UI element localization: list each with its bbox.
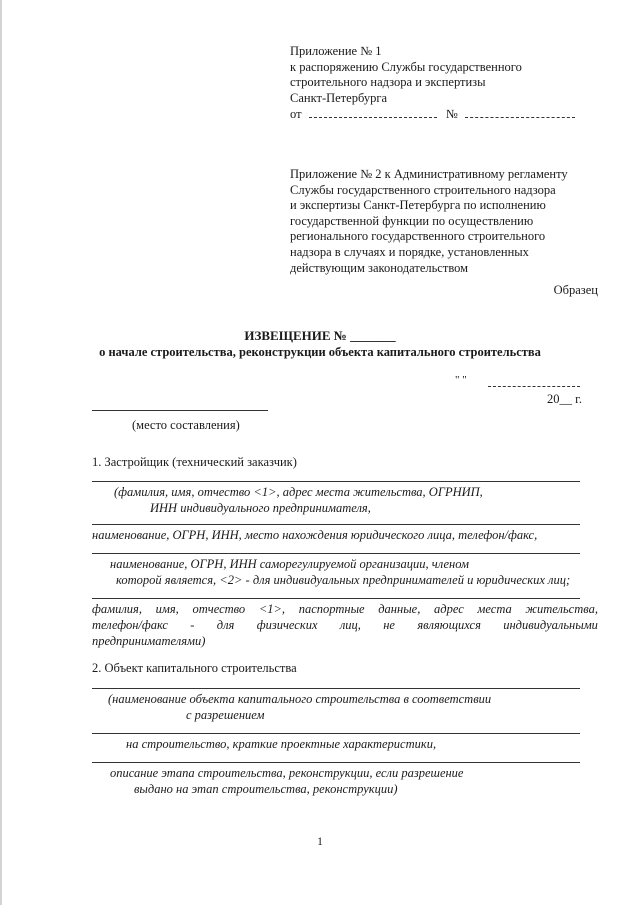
section-1-hint-6: предпринимателями) [92, 634, 206, 648]
entry-line [92, 481, 580, 482]
section-1-hint-3 [110, 557, 570, 588]
section-2-hint-1 [108, 692, 491, 723]
entry-line [92, 688, 580, 689]
hint-word: телефон/факс [92, 618, 168, 632]
appendix-2-block [290, 167, 568, 276]
section-1-hint-2: наименование, ОГРН, ИНН, место нахождения юридического лица, телефон/факс, [92, 528, 538, 542]
hint-word: - [190, 618, 195, 632]
hint-word: физических [256, 618, 318, 632]
date-day-blank [488, 386, 580, 387]
section-1-heading: 1. Застройщик (технический заказчик) [92, 455, 297, 469]
hint-word: данные, [378, 602, 421, 616]
hint-word: фамилия, [92, 602, 142, 616]
notice-title: ИЗВЕЩЕНИЕ № _______ [244, 328, 396, 343]
appendix-2-line: надзора в случаях и порядке, установленных [290, 244, 529, 259]
section-2-hint-2: на строительство, краткие проектные характеристики, [126, 737, 437, 751]
section-2-hint-3 [110, 766, 464, 797]
appendix-2-line: Приложение № 2 к Административному регламенту [290, 167, 568, 181]
hint-word: имя, [155, 602, 179, 616]
appendix-1-block [290, 44, 575, 123]
notice-subtitle: о начале строительства, реконструкции объекта капитального строительства [99, 345, 541, 359]
appendix-1-line: Приложение № 1 [290, 44, 382, 58]
hint-word: адрес [434, 602, 464, 616]
section-1-hint-5 [92, 618, 598, 633]
hint-word: для [216, 618, 235, 632]
section-1-hint-1 [114, 485, 483, 516]
hint-word: лиц, [339, 618, 361, 632]
hint-line: ИНН индивидуального предпринимателя, [150, 500, 371, 515]
appendix-1-date-row [290, 106, 575, 123]
appendix-2-line: государственной функции по осуществлению [290, 213, 534, 228]
hint-line: с разрешением [186, 707, 265, 722]
hint-line: наименование, ОГРН, ИНН саморегулируемой организации, членом [110, 557, 469, 571]
entry-line [92, 762, 580, 763]
hint-line: описание этапа строительства, реконструкции, если разрешение [110, 766, 464, 780]
hint-word: паспортные [298, 602, 365, 616]
appendix-2-line: и экспертизы Санкт-Петербурга по исполнению [290, 198, 546, 213]
place-label: (место составления) [132, 418, 240, 432]
date-year: 20__ г. [547, 392, 582, 406]
appendix-1-line: к распоряжению Службы государственного [290, 59, 522, 74]
entry-line [92, 733, 580, 734]
page-number: 1 [317, 836, 323, 848]
hint-word: отчество [192, 602, 246, 616]
number-blank [465, 106, 575, 118]
hint-line: выдано на этап строительства, реконструкции) [134, 781, 398, 796]
hint-line: которой является, <2> - для индивидуальных предпринимателей и юридических лиц; [116, 572, 571, 587]
date-quotes: " " [455, 374, 467, 386]
page-edge [0, 0, 2, 905]
hint-word: <1>, [258, 602, 286, 616]
appendix-1-line: Санкт-Петербурга [290, 90, 388, 105]
hint-line: (наименование объекта капитального строительства в соответствии [108, 692, 492, 706]
section-1-hint-4 [92, 602, 598, 617]
hint-word: индивидуальными [503, 618, 598, 632]
number-label: № [445, 107, 458, 122]
entry-line [92, 598, 580, 599]
appendix-2-line: регионального государственного строительного [290, 229, 546, 244]
hint-line: (фамилия, имя, отчество <1>, адрес места жительства, ОГРНИП, [114, 485, 483, 499]
place-blank [92, 410, 268, 411]
hint-word: места [477, 602, 512, 616]
hint-word: являющихся [417, 618, 481, 632]
from-label: от [290, 107, 302, 122]
hint-word: не [383, 618, 395, 632]
appendix-2-line: действующим законодательством [290, 260, 469, 275]
section-2-heading: 2. Объект капитального строительства [92, 661, 297, 675]
entry-line [92, 553, 580, 554]
appendix-2-line: Службы государственного строительного надзора [290, 182, 556, 197]
hint-word: жительства, [525, 602, 598, 616]
sample-label: Образец [553, 283, 598, 297]
appendix-1-line: строительного надзора и экспертизы [290, 75, 486, 90]
entry-line [92, 524, 580, 525]
date-blank [309, 106, 437, 118]
